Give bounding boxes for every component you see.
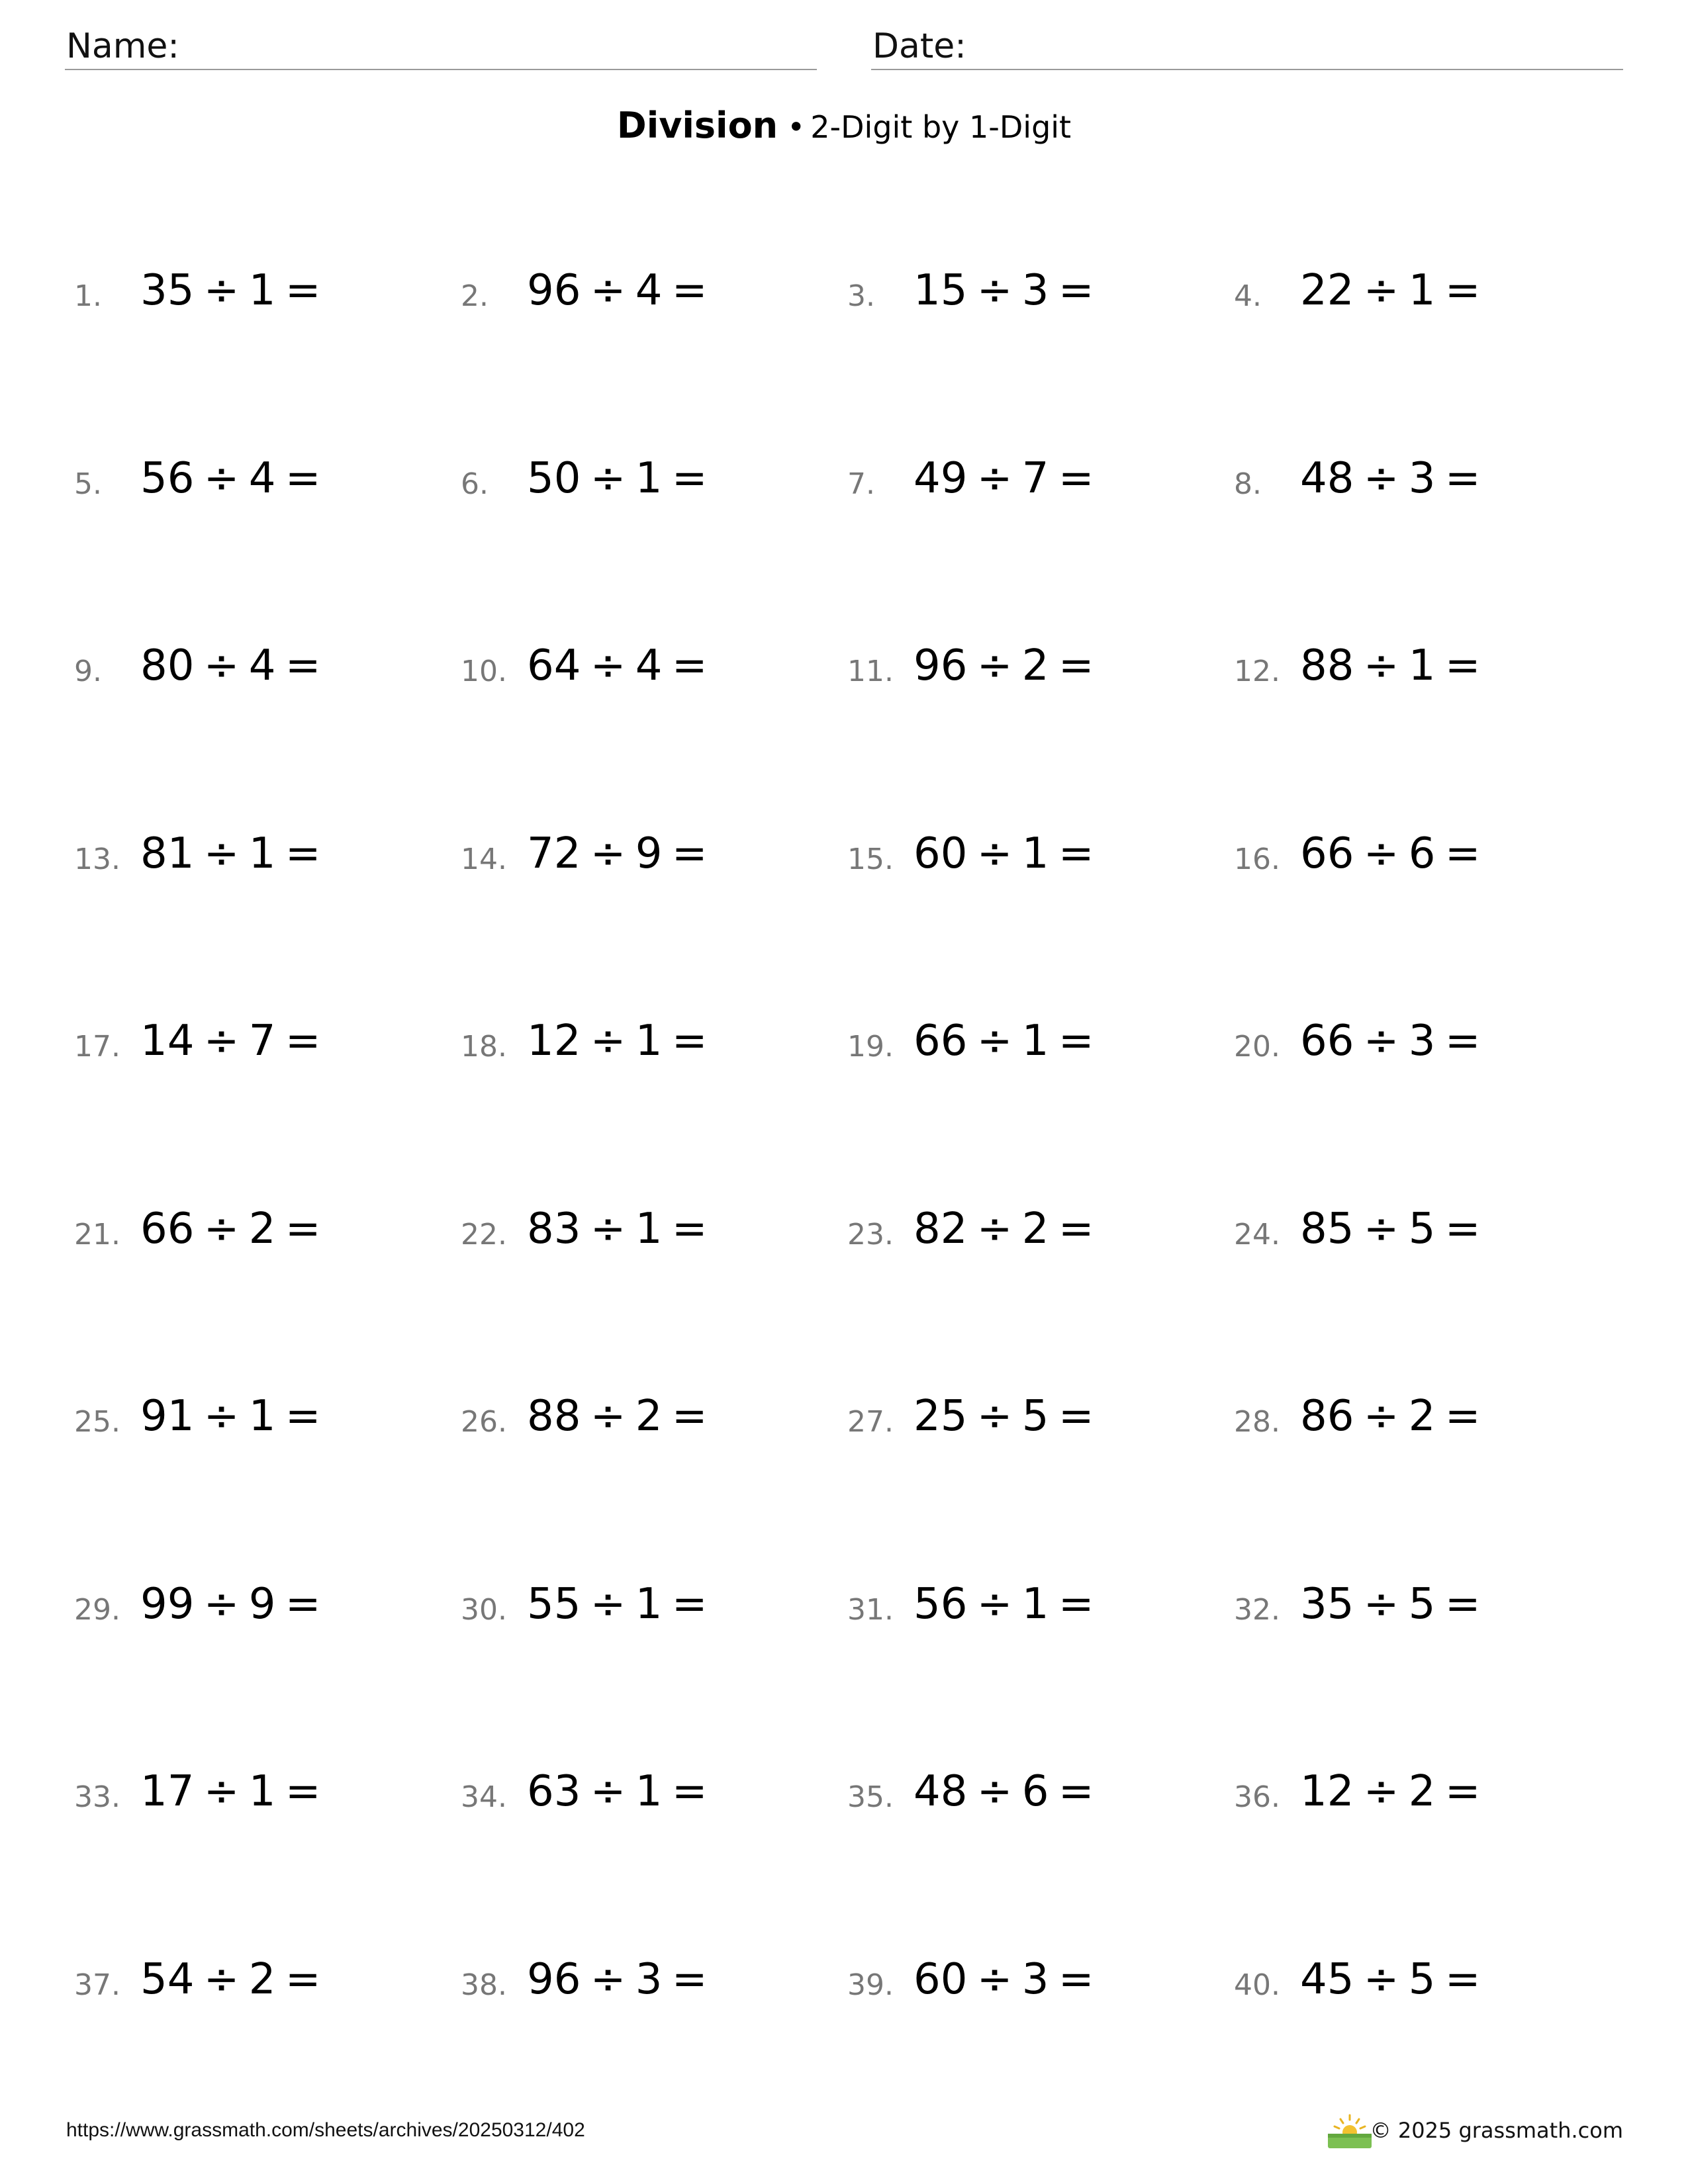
date-label: Date: [872,26,966,66]
problem-item [74,1573,445,1639]
problem-item [461,1573,831,1639]
problem-expression: 66 ÷ 2 = [140,1205,321,1253]
problem-expression: 88 ÷ 2 = [527,1392,708,1441]
problem-item [74,1760,445,1827]
problem-expression: 66 ÷ 3 = [1300,1017,1481,1066]
problem-number: 19. [847,1030,894,1064]
problem-number: 8. [1234,467,1262,501]
footer-copyright: © 2025 grassmath.com [1370,2118,1623,2143]
problem-item [847,823,1218,889]
problem-expression: 81 ÷ 1 = [140,829,321,878]
problem-number: 20. [1234,1030,1280,1064]
problem-item [74,1010,445,1076]
problem-expression: 66 ÷ 1 = [914,1017,1094,1066]
problem-item [74,635,445,701]
problem-expression: 88 ÷ 1 = [1300,641,1481,690]
problem-expression: 83 ÷ 1 = [527,1205,708,1253]
problem-expression: 85 ÷ 5 = [1300,1205,1481,1253]
problem-expression: 82 ÷ 2 = [914,1205,1094,1253]
problem-expression: 48 ÷ 3 = [1300,454,1481,503]
problem-number: 17. [74,1030,120,1064]
problem-item [461,823,831,889]
problem-item [847,1010,1218,1076]
problem-expression: 80 ÷ 4 = [140,641,321,690]
problem-number: 22. [461,1218,507,1251]
title-bullet: • [787,109,806,145]
problem-item [847,259,1218,326]
problem-item [74,447,445,514]
problem-number: 31. [847,1593,894,1627]
problem-expression: 50 ÷ 1 = [527,454,708,503]
problem-item [847,1198,1218,1264]
problem-expression: 63 ÷ 1 = [527,1767,708,1816]
problem-number: 40. [1234,1968,1280,2002]
problem-item [461,635,831,701]
problem-item [1234,1010,1605,1076]
problem-expression: 12 ÷ 1 = [527,1017,708,1066]
problem-item [847,635,1218,701]
problem-number: 34. [461,1780,507,1814]
problem-item [847,1948,1218,2015]
problem-item [1234,635,1605,701]
problem-item [74,823,445,889]
problem-number: 28. [1234,1405,1280,1439]
title-main: Division [616,105,778,146]
problem-item [74,1948,445,2015]
problem-expression: 86 ÷ 2 = [1300,1392,1481,1441]
problem-number: 1. [74,279,102,313]
problem-expression: 48 ÷ 6 = [914,1767,1094,1816]
problem-expression: 17 ÷ 1 = [140,1767,321,1816]
problem-expression: 72 ÷ 9 = [527,829,708,878]
title-subtitle: 2-Digit by 1-Digit [810,109,1072,145]
footer-url: https://www.grassmath.com/sheets/archives/20250312/402 [66,2119,585,2141]
problem-number: 21. [74,1218,120,1251]
problem-item [1234,1573,1605,1639]
problem-item [1234,447,1605,514]
problem-expression: 25 ÷ 5 = [914,1392,1094,1441]
problem-item [1234,1198,1605,1264]
problem-item [74,1385,445,1451]
problem-expression: 66 ÷ 6 = [1300,829,1481,878]
problem-item [1234,1948,1605,2015]
problem-expression: 99 ÷ 9 = [140,1580,321,1629]
problem-expression: 12 ÷ 2 = [1300,1767,1481,1816]
problem-item [847,1760,1218,1827]
problem-expression: 22 ÷ 1 = [1300,266,1481,315]
problem-item [461,1948,831,2015]
problem-expression: 96 ÷ 4 = [527,266,708,315]
problem-number: 6. [461,467,489,501]
grassmath-logo-icon [1327,2113,1373,2150]
date-field[interactable] [871,24,1623,70]
problem-item [847,1385,1218,1451]
problem-number: 37. [74,1968,120,2002]
problem-item [74,259,445,326]
problem-number: 3. [847,279,875,313]
problem-number: 32. [1234,1593,1280,1627]
problem-number: 39. [847,1968,894,2002]
problem-number: 11. [847,655,894,688]
problem-expression: 55 ÷ 1 = [527,1580,708,1629]
problem-expression: 96 ÷ 3 = [527,1955,708,2004]
problem-number: 14. [461,842,507,876]
problem-expression: 35 ÷ 1 = [140,266,321,315]
problem-item [461,1198,831,1264]
problem-expression: 45 ÷ 5 = [1300,1955,1481,2004]
problem-expression: 14 ÷ 7 = [140,1017,321,1066]
problem-item [847,447,1218,514]
problem-number: 29. [74,1593,120,1627]
problem-number: 15. [847,842,894,876]
problem-expression: 64 ÷ 4 = [527,641,708,690]
problem-item [461,1010,831,1076]
problem-number: 4. [1234,279,1262,313]
problem-number: 30. [461,1593,507,1627]
problem-number: 2. [461,279,489,313]
problem-item [1234,823,1605,889]
problem-item [847,1573,1218,1639]
problem-expression: 56 ÷ 1 = [914,1580,1094,1629]
worksheet-title [0,105,1688,146]
problem-number: 36. [1234,1780,1280,1814]
problem-number: 38. [461,1968,507,2002]
problem-item [461,447,831,514]
problem-number: 5. [74,467,102,501]
name-field[interactable] [65,24,817,70]
problem-number: 33. [74,1780,120,1814]
problem-number: 12. [1234,655,1280,688]
problem-number: 25. [74,1405,120,1439]
problem-number: 24. [1234,1218,1280,1251]
problem-item [1234,259,1605,326]
problem-number: 26. [461,1405,507,1439]
problem-number: 7. [847,467,875,501]
problem-expression: 56 ÷ 4 = [140,454,321,503]
problem-number: 9. [74,655,102,688]
problem-item [461,1760,831,1827]
problem-number: 10. [461,655,507,688]
problem-expression: 60 ÷ 3 = [914,1955,1094,2004]
problem-expression: 96 ÷ 2 = [914,641,1094,690]
problem-expression: 35 ÷ 5 = [1300,1580,1481,1629]
problem-expression: 60 ÷ 1 = [914,829,1094,878]
problem-item [461,1385,831,1451]
name-label: Name: [66,26,179,66]
problem-number: 27. [847,1405,894,1439]
problem-number: 13. [74,842,120,876]
problem-item [1234,1760,1605,1827]
problem-item [461,259,831,326]
problem-expression: 49 ÷ 7 = [914,454,1094,503]
problem-expression: 15 ÷ 3 = [914,266,1094,315]
problem-number: 23. [847,1218,894,1251]
problem-item [1234,1385,1605,1451]
problem-number: 35. [847,1780,894,1814]
problem-expression: 54 ÷ 2 = [140,1955,321,2004]
problem-number: 18. [461,1030,507,1064]
problem-item [74,1198,445,1264]
problem-number: 16. [1234,842,1280,876]
problem-expression: 91 ÷ 1 = [140,1392,321,1441]
